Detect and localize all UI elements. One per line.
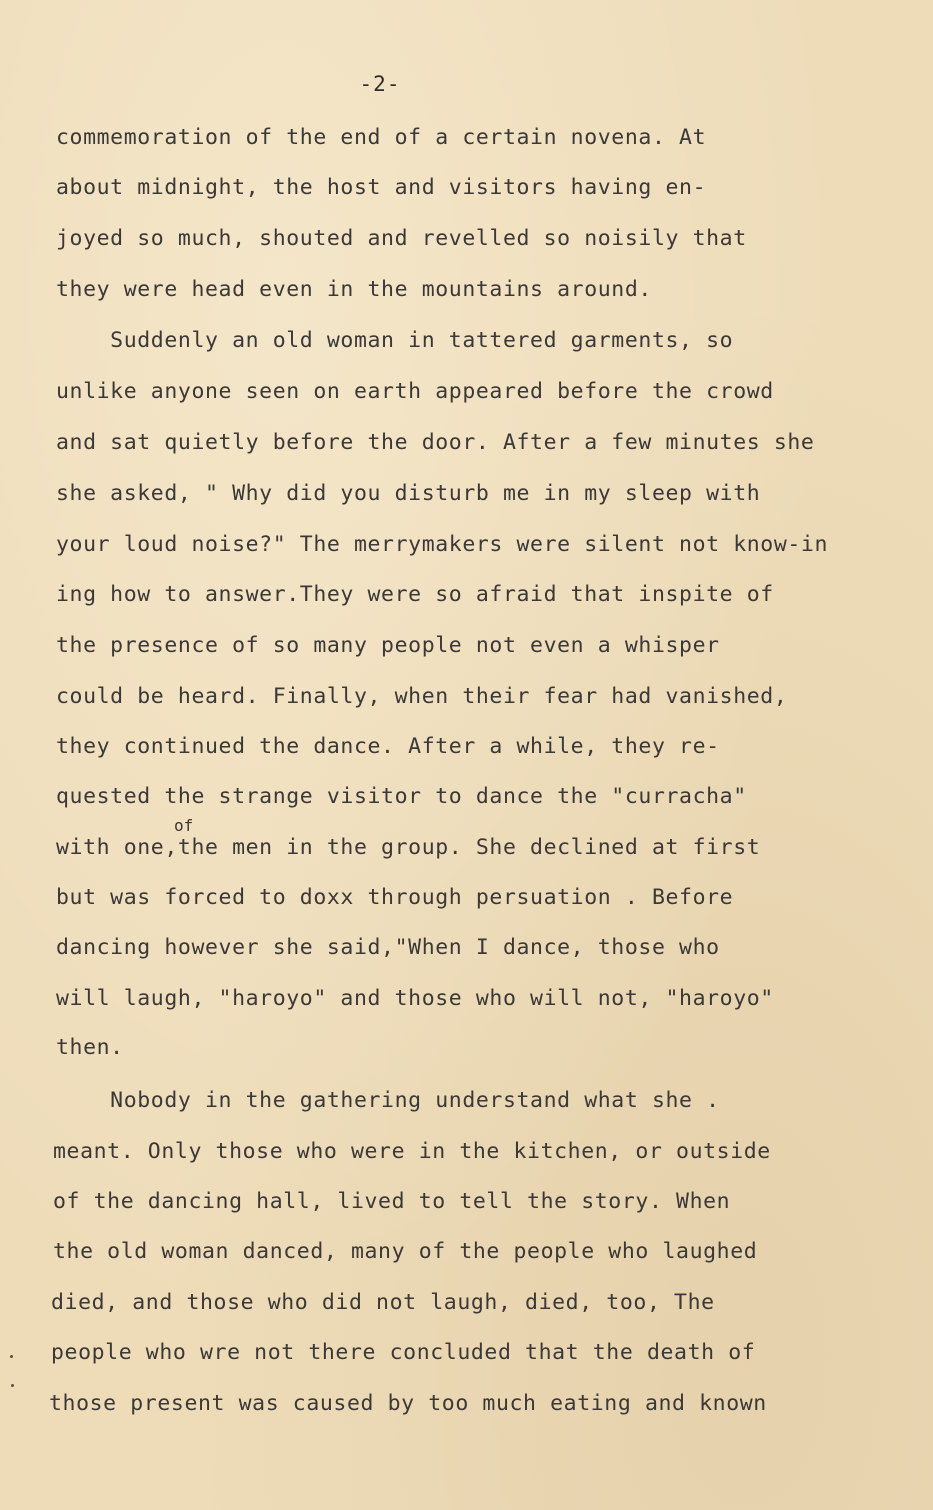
- text-line: ing how to answer.They were so afraid that inspite of: [56, 582, 774, 607]
- text-line: those present was caused by too much eating and known: [49, 1391, 767, 1416]
- text-line: commemoration of the end of a certain novena. At: [56, 125, 707, 150]
- text-line: quested the strange visitor to dance the "curracha": [56, 784, 747, 809]
- text-line: died, and those who did not laugh, died, too, The: [51, 1290, 715, 1315]
- text-line: with one,the men in the group. She declined at first: [56, 835, 761, 860]
- margin-speck: [11, 1384, 14, 1387]
- text-line: unlike anyone seen on earth appeared before the crowd: [56, 379, 774, 404]
- text-line: the presence of so many people not even a whisper: [56, 633, 720, 658]
- text-line: of the dancing hall, lived to tell the story. When: [53, 1189, 731, 1214]
- text-line: meant. Only those who were in the kitchen, or outside: [53, 1139, 771, 1164]
- insertion-mark: of: [174, 816, 194, 835]
- text-line: about midnight, the host and visitors having en-: [56, 175, 707, 200]
- text-line: Suddenly an old woman in tattered garments, so: [56, 328, 734, 353]
- text-line: dancing however she said,"When I dance, those who: [56, 935, 720, 960]
- text-line: the old woman danced, many of the people who laughed: [53, 1239, 758, 1264]
- text-line: she asked, " Why did you disturb me in my sleep with: [56, 481, 761, 506]
- page-number: -2-: [359, 72, 401, 96]
- text-line: will laugh, "haroyo" and those who will not, "haroyo": [56, 986, 774, 1011]
- text-line: they continued the dance. After a while, they re-: [56, 734, 720, 759]
- text-line: people who wre not there concluded that the death of: [51, 1340, 756, 1365]
- text-line: and sat quietly before the door. After a few minutes she: [56, 430, 815, 455]
- text-line: Nobody in the gathering understand what she .: [56, 1088, 720, 1113]
- text-line: your loud noise?" The merrymakers were silent not know-in: [56, 532, 829, 557]
- margin-speck: [10, 1355, 13, 1358]
- text-line: joyed so much, shouted and revelled so noisily that: [56, 226, 747, 251]
- text-line: could be heard. Finally, when their fear had vanished,: [56, 684, 788, 709]
- text-line: then.: [56, 1035, 124, 1060]
- text-line: they were head even in the mountains around.: [56, 277, 652, 302]
- text-line: but was forced to doxx through persuation . Before: [56, 885, 734, 910]
